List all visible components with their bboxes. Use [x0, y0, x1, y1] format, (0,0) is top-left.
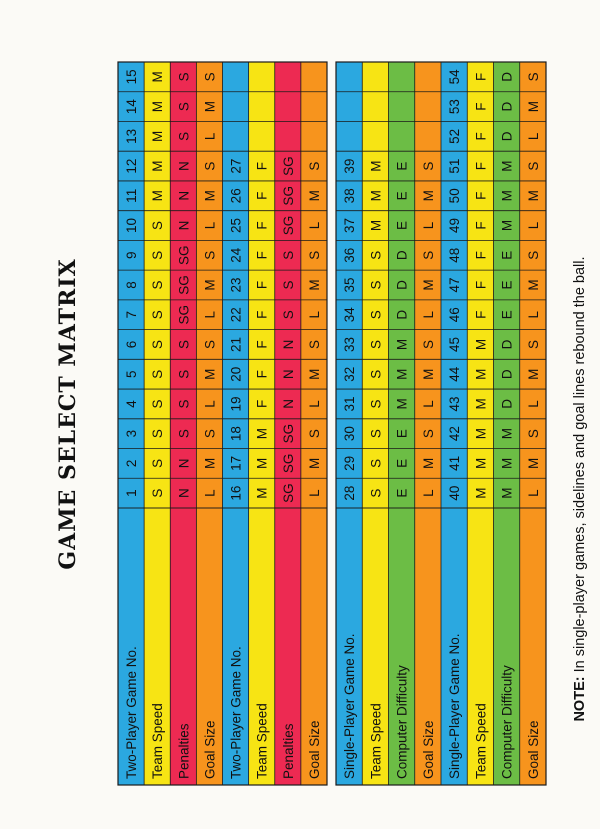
matrix-cell: 9 [124, 251, 140, 260]
matrix-cell: L [306, 489, 322, 497]
matrix-cell: S [202, 161, 218, 171]
matrix-cell: E [394, 429, 410, 439]
matrix-cell: M [368, 160, 384, 172]
matrix-cell: M [525, 190, 541, 202]
matrix-cell: L [202, 400, 218, 408]
row-label: Goal Size [525, 720, 541, 779]
matrix-cell: S [150, 369, 166, 379]
matrix-cell: 38 [342, 188, 358, 204]
matrix-cell: F [473, 251, 489, 260]
matrix-cell: S [150, 221, 166, 231]
matrix-cell: M [420, 279, 436, 291]
matrix-cell: S [176, 369, 192, 379]
matrix-cell: 34 [342, 307, 358, 323]
matrix-cell: S [176, 131, 192, 141]
matrix-cell: M [499, 219, 515, 232]
matrix-cell: N [280, 339, 296, 350]
matrix-cell: E [394, 161, 410, 171]
matrix-cell: M [499, 457, 515, 470]
matrix-cell: S [202, 250, 218, 260]
matrix-cell: F [473, 191, 489, 200]
matrix-cell: S [368, 399, 384, 409]
matrix-cell: S [176, 339, 192, 349]
matrix-cell: S [368, 339, 384, 349]
matrix-cell: S [525, 429, 541, 439]
matrix-cell: N [176, 190, 192, 201]
matrix-cell: 44 [447, 366, 463, 382]
matrix-cell: F [473, 132, 489, 141]
matrix-cell: M [202, 100, 218, 113]
matrix-cell: S [280, 310, 296, 320]
matrix-row [520, 62, 546, 785]
matrix-cell: M [202, 368, 218, 380]
matrix-cell: M [394, 398, 410, 410]
footnote-label: NOTE: [572, 676, 588, 722]
matrix-cell: D [499, 339, 515, 350]
matrix-cell: 1 [124, 489, 140, 497]
matrix-cell: S [202, 72, 218, 82]
matrix-cell: 25 [228, 218, 244, 234]
matrix-cell: 21 [228, 336, 244, 352]
matrix-cell: 12 [124, 158, 140, 174]
matrix-cell: N [176, 488, 192, 499]
matrix-cell: M [202, 190, 218, 202]
matrix-cell: F [473, 221, 489, 230]
matrix-cell: S [525, 250, 541, 260]
matrix-row [144, 62, 170, 785]
matrix-cell: S [306, 161, 322, 171]
matrix-cell: S [368, 280, 384, 290]
row-label: Team Speed [254, 703, 270, 779]
matrix-row [362, 62, 388, 785]
matrix-cell: 41 [447, 455, 463, 471]
footnote-text: In single-player games, sidelines and goal lines rebound the ball. [572, 256, 588, 677]
matrix-cell: F [473, 310, 489, 319]
matrix-cell: M [420, 368, 436, 380]
row-label: Team Speed [473, 703, 489, 779]
matrix-cell: L [420, 489, 436, 497]
matrix-cell: 29 [342, 455, 358, 471]
matrix-cell: E [394, 191, 410, 201]
matrix-cell: S [525, 161, 541, 171]
matrix-cell: M [499, 190, 515, 202]
matrix-cell: S [368, 429, 384, 439]
matrix-cell: L [525, 132, 541, 141]
matrix-cell: N [176, 220, 192, 231]
matrix-cell: M [202, 457, 218, 470]
row-label: Goal Size [202, 720, 218, 779]
matrix-cell: S [176, 399, 192, 409]
matrix-cell: M [254, 457, 270, 470]
matrix-cell: M [420, 190, 436, 202]
matrix-row [336, 62, 362, 785]
matrix-cell: S [368, 310, 384, 320]
matrix-cell: 10 [124, 218, 140, 234]
matrix-cell: 27 [228, 158, 244, 174]
matrix-cell: M [306, 190, 322, 202]
matrix-cell: F [254, 191, 270, 200]
row-label: Team Speed [150, 703, 166, 779]
matrix-row [118, 62, 144, 785]
matrix-cell: L [202, 489, 218, 497]
matrix-row [249, 62, 275, 785]
matrix-cell: S [202, 429, 218, 439]
matrix-cell: 2 [124, 459, 140, 468]
matrix-cell: S [150, 458, 166, 468]
matrix-row [301, 62, 327, 785]
matrix-cell: F [254, 221, 270, 230]
matrix-cell: S [150, 310, 166, 320]
matrix-cell: E [499, 310, 515, 320]
matrix-cell: S [150, 488, 166, 498]
matrix-cell: 22 [228, 307, 244, 323]
matrix-cell: M [473, 338, 489, 351]
matrix-cell: 32 [342, 366, 358, 382]
matrix-cell: 46 [447, 307, 463, 323]
matrix-cell: D [499, 71, 515, 82]
matrix-cell: 3 [124, 429, 140, 438]
row-label: Penalties [280, 723, 296, 779]
matrix-cell: M [306, 457, 322, 470]
matrix-cell: S [420, 250, 436, 260]
matrix-cell: M [150, 71, 166, 83]
matrix-cell: M [150, 190, 166, 202]
matrix-cell: SG [280, 156, 296, 176]
matrix-cell: S [525, 339, 541, 349]
matrix-cell: E [394, 458, 410, 468]
matrix-cell: 35 [342, 277, 358, 293]
matrix-row [196, 62, 222, 785]
matrix-cell: 40 [447, 485, 463, 501]
matrix-cell: 33 [342, 336, 358, 352]
matrix-cell: 39 [342, 158, 358, 174]
matrix-cell: 49 [447, 218, 463, 234]
matrix-cell: S [150, 339, 166, 349]
matrix-cell: E [394, 221, 410, 231]
matrix-cell: 18 [228, 426, 244, 442]
matrix-cell: 8 [124, 281, 140, 289]
matrix-cell: L [202, 221, 218, 230]
matrix-cell: S [306, 339, 322, 349]
matrix-cell: L [525, 489, 541, 497]
matrix-cell: S [150, 399, 166, 409]
matrix-row [441, 62, 467, 785]
matrix-cell: F [473, 72, 489, 81]
matrix-cell: M [150, 100, 166, 113]
row-label: Penalties [176, 723, 192, 779]
matrix-cell: SG [176, 304, 192, 325]
matrix-cell: M [254, 487, 270, 499]
matrix-cell: 54 [447, 69, 463, 85]
matrix-cell: SG [176, 275, 192, 295]
matrix-cell: M [525, 368, 541, 380]
matrix-cell: E [499, 250, 515, 260]
matrix-cell: L [202, 310, 218, 319]
matrix-row [415, 62, 441, 785]
matrix-cell: L [420, 400, 436, 408]
matrix-cell: 24 [228, 247, 244, 263]
matrix-cell: D [394, 280, 410, 290]
matrix-cell: D [499, 369, 515, 380]
matrix-cell: F [473, 161, 489, 171]
matrix-cell: 52 [447, 128, 463, 144]
matrix-cell: S [420, 161, 436, 171]
matrix-cell: M [394, 338, 410, 351]
matrix-cell: L [420, 221, 436, 230]
matrix-cell: F [254, 251, 270, 260]
matrix-cell: 45 [447, 336, 463, 352]
row-label: Goal Size [420, 720, 436, 779]
matrix-cell: 37 [342, 218, 358, 234]
matrix-cell: 48 [447, 247, 463, 263]
matrix-cell: M [202, 279, 218, 291]
matrix-cell: S [306, 250, 322, 260]
matrix-cell: SG [280, 423, 296, 444]
matrix-cell: 7 [124, 310, 140, 319]
matrix-cell: SG [280, 186, 296, 206]
matrix-cell: L [202, 132, 218, 141]
matrix-cell: E [499, 280, 515, 290]
matrix-cell: 15 [124, 69, 140, 85]
matrix-cell: M [473, 487, 489, 499]
matrix-cell: M [150, 130, 166, 142]
matrix-cell: S [368, 488, 384, 498]
matrix-cell: L [525, 310, 541, 319]
matrix-cell: S [306, 429, 322, 439]
matrix-cell: F [473, 280, 489, 290]
matrix-cell: M [525, 100, 541, 113]
page-title: GAME SELECT MATRIX [55, 258, 81, 570]
matrix-cell: S [420, 429, 436, 439]
matrix-cell: S [280, 250, 296, 260]
matrix-row [170, 62, 196, 785]
matrix-cell: 51 [447, 158, 463, 174]
matrix-cell: 19 [228, 396, 244, 412]
matrix-cell: M [473, 368, 489, 380]
matrix-cell: M [499, 487, 515, 499]
matrix-cell: 30 [342, 426, 358, 442]
matrix-cell: SG [176, 245, 192, 266]
matrix-cell: 5 [124, 370, 140, 378]
matrix-group-2 [336, 62, 546, 785]
matrix-group-1 [118, 62, 327, 785]
row-label: Goal Size [306, 720, 322, 779]
matrix-cell: M [368, 219, 384, 232]
matrix-cell: 4 [124, 400, 140, 408]
matrix-cell: D [499, 101, 515, 112]
matrix-cell: 11 [124, 188, 140, 203]
row-label: Single-Player Game No. [447, 633, 463, 779]
matrix-cell: L [420, 310, 436, 319]
matrix-cell: 6 [124, 340, 140, 349]
matrix-row [389, 62, 415, 785]
matrix-cell: M [254, 428, 270, 440]
row-label: Two-Player Game No. [124, 646, 140, 779]
matrix-cell: N [176, 161, 192, 171]
matrix-cell: 23 [228, 277, 244, 293]
matrix-cell: N [280, 399, 296, 409]
matrix-cell: 43 [447, 396, 463, 412]
matrix-cell: 13 [124, 128, 140, 144]
matrix-cell: M [306, 279, 322, 291]
row-label: Computer Difficulty [394, 665, 410, 779]
matrix-cell: M [473, 457, 489, 470]
matrix-cell: 16 [228, 485, 244, 501]
matrix-cell: S [368, 250, 384, 260]
matrix-cell: M [525, 279, 541, 291]
matrix-cell: SG [280, 215, 296, 236]
matrix-cell: SG [280, 483, 296, 503]
matrix-cell: M [420, 457, 436, 470]
matrix-cell: D [394, 250, 410, 261]
matrix-cell: 42 [447, 426, 463, 442]
matrix-cell: N [280, 369, 296, 380]
matrix-cell: S [176, 72, 192, 82]
matrix-cell: M [499, 160, 515, 172]
matrix-cell: M [473, 428, 489, 440]
matrix-cell: M [368, 190, 384, 202]
matrix-cell: L [525, 400, 541, 408]
matrix-cell: 20 [228, 366, 244, 382]
row-label: Computer Difficulty [499, 665, 515, 779]
matrix-cell: F [473, 102, 489, 111]
matrix-cell: M [150, 160, 166, 172]
matrix-cell: L [306, 221, 322, 230]
matrix-cell: N [176, 458, 192, 469]
matrix-cell: 47 [447, 277, 463, 293]
matrix-cell: S [150, 429, 166, 439]
matrix-cell: 17 [228, 455, 244, 471]
matrix-cell: M [473, 398, 489, 410]
matrix-cell: 31 [342, 396, 358, 412]
matrix-row [494, 62, 520, 785]
matrix-cell: S [280, 280, 296, 290]
matrix-cell: D [499, 399, 515, 409]
matrix-cell: S [368, 369, 384, 379]
matrix-cell: L [306, 310, 322, 319]
matrix-cell: D [499, 131, 515, 142]
matrix-cell: SG [280, 453, 296, 474]
matrix-cell: S [150, 280, 166, 290]
row-label: Team Speed [368, 703, 384, 779]
matrix-cell: M [306, 368, 322, 380]
matrix-cell: D [394, 309, 410, 320]
matrix-cell: L [525, 221, 541, 230]
matrix-cell: S [176, 102, 192, 112]
matrix-row [467, 62, 493, 785]
matrix-cell: S [150, 250, 166, 260]
matrix-cell: 53 [447, 99, 463, 115]
matrix-cell: F [254, 310, 270, 319]
row-label: Two-Player Game No. [228, 646, 244, 779]
matrix-cell: 28 [342, 485, 358, 501]
matrix-cell: 36 [342, 247, 358, 263]
matrix-cell: F [254, 399, 270, 409]
matrix-cell: M [499, 428, 515, 440]
matrix-cell: M [525, 457, 541, 470]
matrix-cell: M [394, 368, 410, 380]
matrix-cell: F [254, 370, 270, 379]
matrix-cell: S [525, 72, 541, 82]
matrix-cell: L [306, 400, 322, 408]
matrix-cell: F [254, 161, 270, 171]
matrix-row [223, 62, 249, 785]
row-label: Single-Player Game No. [342, 633, 358, 779]
matrix-cell: E [394, 488, 410, 498]
matrix-cell: 50 [447, 188, 463, 204]
matrix-cell: F [254, 280, 270, 290]
matrix-cell: 26 [228, 188, 244, 204]
matrix-row [275, 62, 301, 785]
matrix-cell: 14 [124, 99, 140, 115]
matrix-cell: S [368, 458, 384, 468]
matrix-cell: S [176, 429, 192, 439]
matrix-cell: S [202, 339, 218, 349]
footnote [572, 256, 588, 721]
matrix-cell: S [420, 339, 436, 349]
matrix-cell: F [254, 340, 270, 349]
